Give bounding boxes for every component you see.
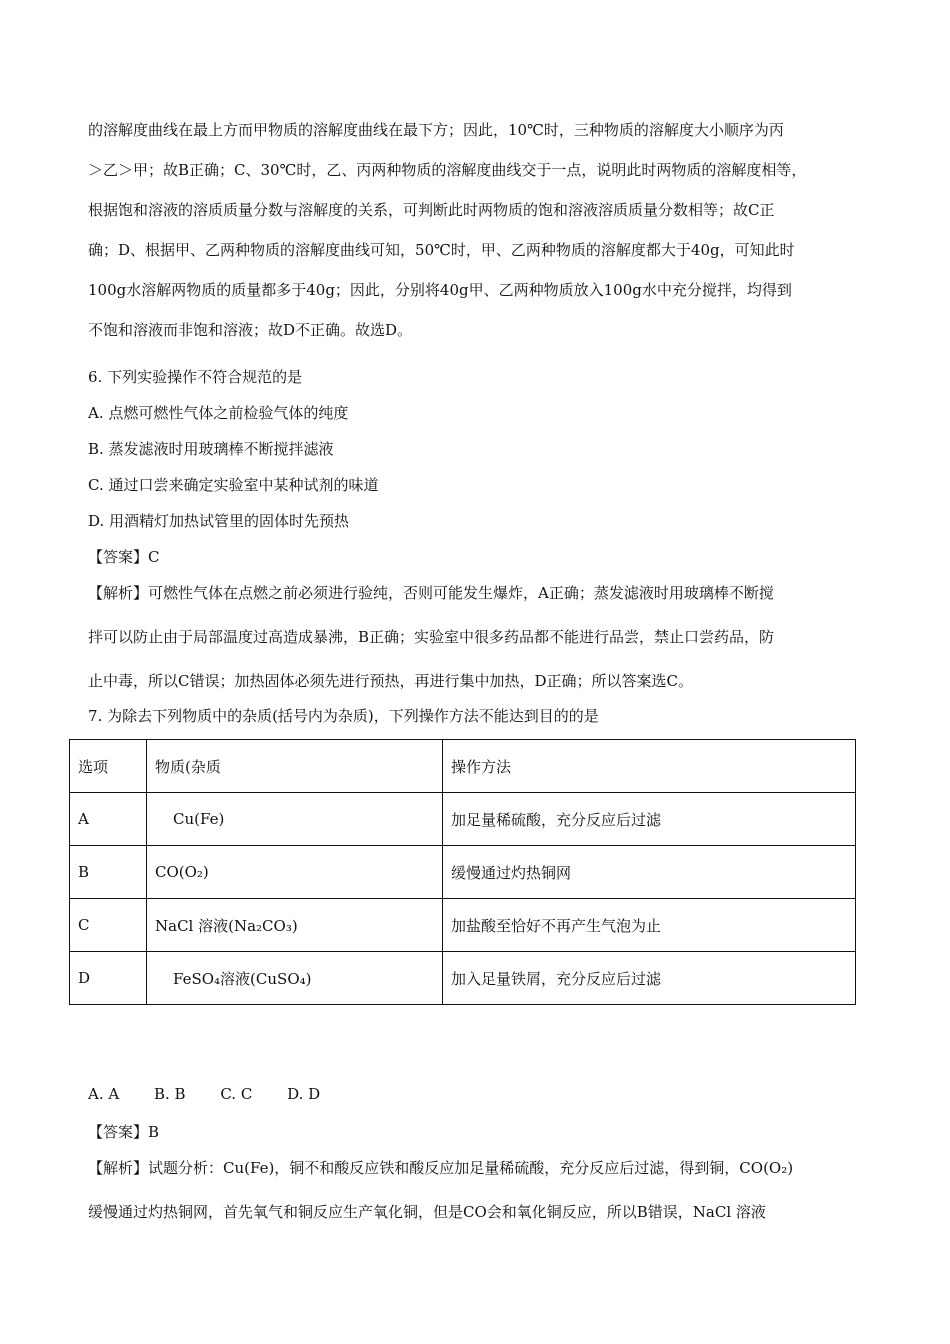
choice-d: D. D: [287, 1085, 321, 1103]
choice-a: A. A: [88, 1085, 120, 1103]
text-line: 拌可以防止由于局部温度过高造成暴沸，B正确；实验室中很多药品都不能进行品尝，禁止口尝药品，防: [88, 628, 775, 646]
choice-c: C. C: [220, 1085, 253, 1103]
text-line: 根据饱和溶液的溶质质量分数与溶解度的关系，可判断此时两物质的饱和溶液溶质质量分数相等；故C正: [88, 201, 775, 219]
substance-text: Cu(Fe): [173, 810, 225, 828]
question-6-answer: 【答案】C: [88, 548, 160, 566]
text-line: 【解析】可燃性气体在点燃之前必须进行验纯，否则可能发生爆炸，A正确；蒸发滤液时用玻璃棒不断搅: [88, 584, 774, 602]
table-header-row: [70, 740, 856, 793]
table-row: [70, 793, 856, 846]
text-line: 100g水溶解两物质的质量都多于40g；因此，分别将40g甲、乙两种物质放入100g水中充分搅拌，均得到: [88, 281, 792, 299]
cell-method: 缓慢通过灼热铜网: [443, 846, 856, 899]
header-cell-substance: 物质(杂质: [147, 740, 443, 793]
question-6-stem: 6. 下列实验操作不符合规范的是: [88, 368, 303, 386]
text-line: 确；D、根据甲、乙两种物质的溶解度曲线可知，50℃时，甲、乙两种物质的溶解度都大于40g，可知此时: [88, 241, 795, 259]
text-line: 缓慢通过灼热铜网，首先氧气和铜反应生产氧化铜，但是CO会和氧化铜反应，所以B错误，NaCl 溶液: [88, 1203, 766, 1221]
cell-method: 加足量稀硫酸，充分反应后过滤: [443, 793, 856, 846]
substance-text: FeSO₄溶液(CuSO₄): [173, 969, 312, 988]
question-7-answer: 【答案】B: [88, 1123, 160, 1141]
cell-method: 加盐酸至恰好不再产生气泡为止: [443, 899, 856, 952]
cell-substance: CO(O₂): [147, 846, 443, 899]
cell-substance: NaCl 溶液(Na₂CO₃): [147, 899, 443, 952]
cell-method: 加入足量铁屑，充分反应后过滤: [443, 952, 856, 1005]
cell-option: B: [70, 846, 147, 899]
cell-option: D: [70, 952, 147, 1005]
text-line: 止中毒，所以C错误；加热固体必须先进行预热，再进行集中加热，D正确；所以答案选C。: [88, 672, 693, 690]
question-7-stem: 7. 为除去下列物质中的杂质(括号内为杂质)，下列操作方法不能达到目的的是: [88, 707, 599, 725]
table-row: [70, 899, 856, 952]
solution-paragraph-continued: [88, 110, 878, 350]
question-6-option-c: C. 通过口尝来确定实验室中某种试剂的味道: [88, 476, 379, 494]
choice-b: B. B: [153, 1085, 186, 1103]
question-6-option-a: A. 点燃可燃性气体之前检验气体的纯度: [88, 404, 349, 422]
text-line: 不饱和溶液而非饱和溶液；故D不正确。故选D。: [88, 321, 413, 339]
table-row: [70, 846, 856, 899]
cell-option: A: [70, 793, 147, 846]
cell-option: C: [70, 899, 147, 952]
text-line: ＞乙＞甲；故B正确；C、30℃时，乙、丙两种物质的溶解度曲线交于一点，说明此时两物质的溶解度相等，: [88, 161, 807, 179]
question-6-option-d: D. 用酒精灯加热试管里的固体时先预热: [88, 512, 350, 530]
cell-substance: [147, 793, 443, 846]
question-7-choices: [88, 1085, 350, 1103]
text-line: 的溶解度曲线在最上方而甲物质的溶解度曲线在最下方；因此，10℃时，三种物质的溶解度大小顺序为丙: [88, 121, 784, 139]
header-cell-method: 操作方法: [443, 740, 856, 793]
question-7-analysis: [88, 1148, 878, 1232]
text-line: 【解析】试题分析：Cu(Fe)，铜不和酸反应铁和酸反应加足量稀硫酸，充分反应后过滤，得到铜，CO(O₂): [88, 1159, 794, 1177]
cell-substance: [147, 952, 443, 1005]
header-cell-option: 选项: [70, 740, 147, 793]
table-row: [70, 952, 856, 1005]
question-6-analysis: [88, 573, 878, 701]
options-table: [69, 739, 856, 1005]
question-6-option-b: B. 蒸发滤液时用玻璃棒不断搅拌滤液: [88, 440, 334, 458]
